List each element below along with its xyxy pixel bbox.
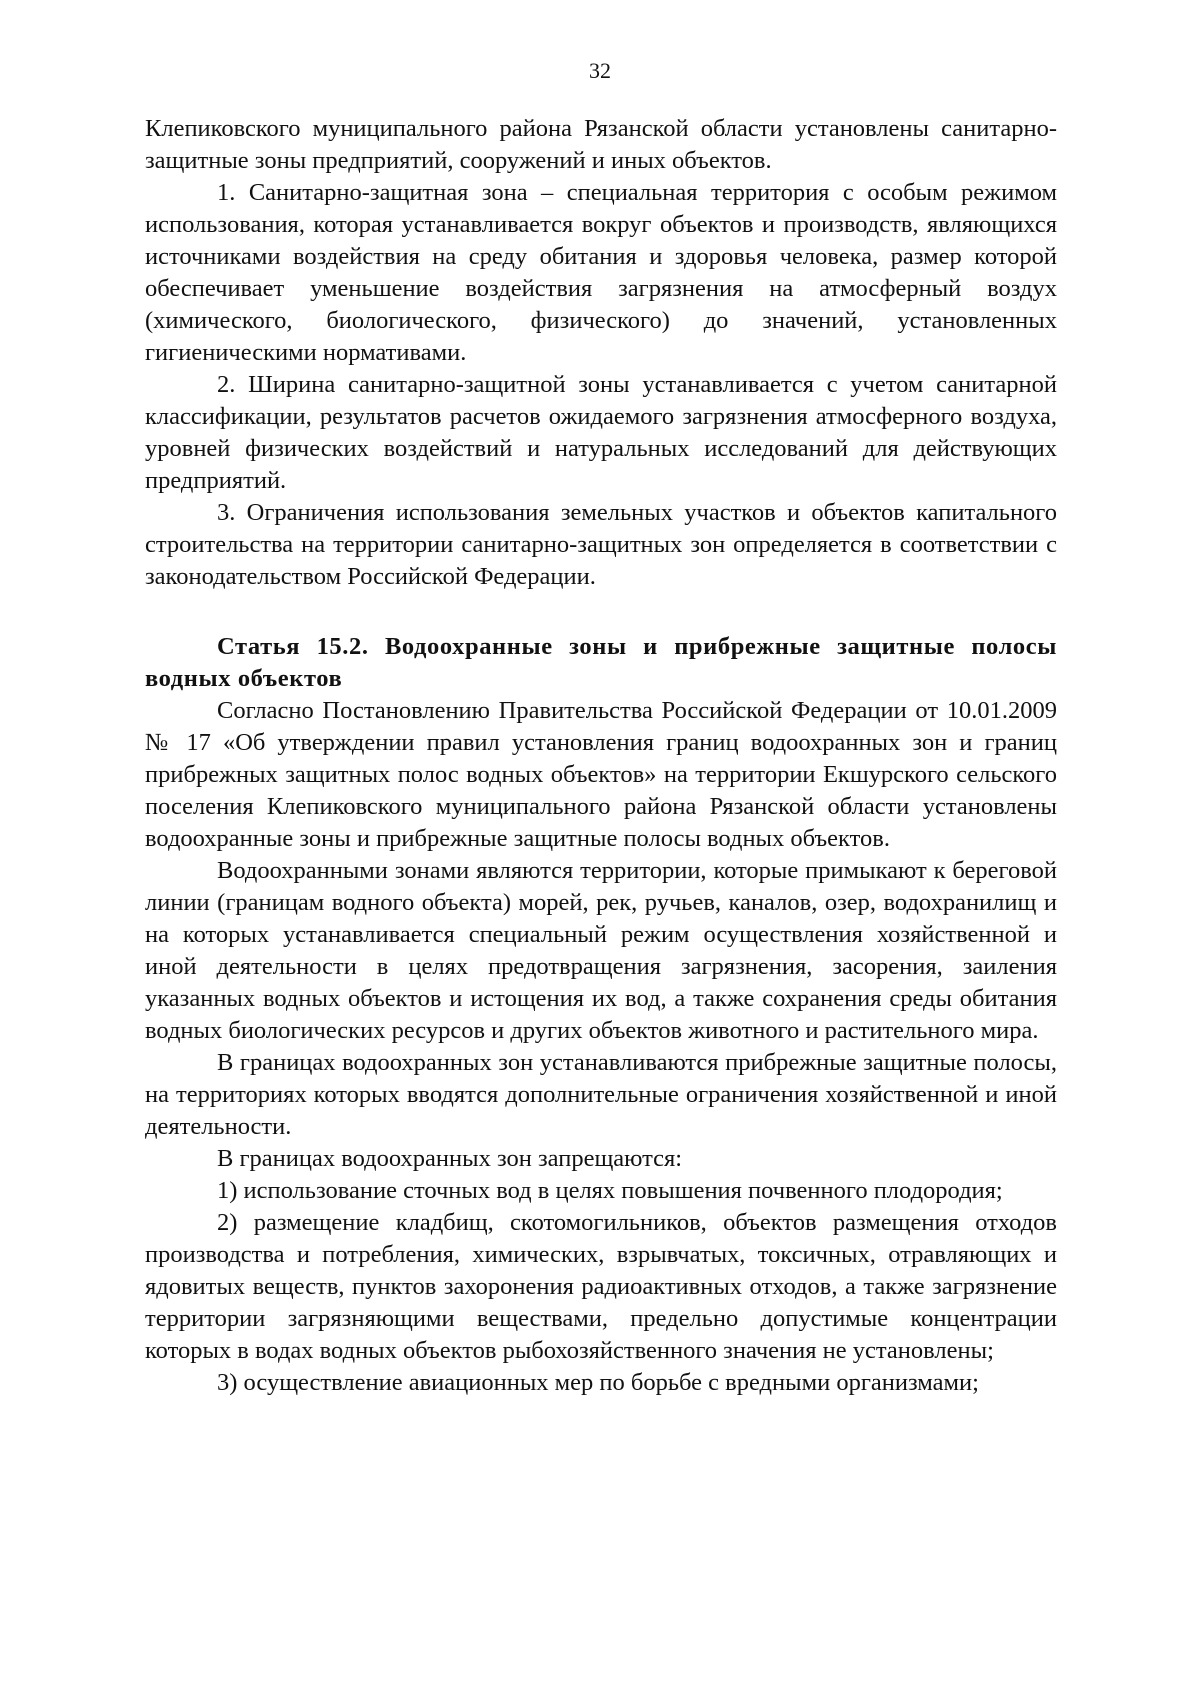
- paragraph-continuation: Клепиковского муниципального района Рязанской области установлены санитарно-защитные зоны предприятий, сооружений и иных объектов.: [145, 115, 1057, 174]
- list-item-2: 2) размещение кладбищ, скотомогильников, объектов размещения отходов производства и потребления, химических, взрывчатых, токсичных, отравляющих и ядовитых веществ, пунктов захоронения радиоактивных отходов, а также загрязнение территории загрязняющими веществами, предельно допустимые концентрации которых в водах водных объектов рыбохозяйственного значения не установлены;: [145, 1209, 1057, 1364]
- document-body: [145, 113, 1057, 1399]
- paragraph-item-1: 1. Санитарно-защитная зона – специальная территория с особым режимом использования, которая устанавливается вокруг объектов и производств, являющихся источниками воздействия на среду обитания и здоровья человека, размер которой обеспечивает уменьшение воздействия загрязнения на атмосферный воздух (химического, биологического, физического) до значений, установленных гигиеническими нормативами.: [145, 179, 1057, 366]
- list-item-3: 3) осуществление авиационных мер по борьбе с вредными организмами;: [217, 1369, 979, 1396]
- paragraph-water-zones-definition: Водоохранными зонами являются территории, которые примыкают к береговой линии (границам водного объекта) морей, рек, ручьев, каналов, озер, водохранилищ и на которых устанавливается специальный режим осуществления хозяйственной и иной деятельности в целях предотвращения загрязнения, засорения, заиления указанных водных объектов и истощения их вод, а также сохранения среды обитания водных биологических ресурсов и других объектов животного и растительного мира.: [145, 857, 1057, 1044]
- paragraph-coastal-strips: В границах водоохранных зон устанавливаются прибрежные защитные полосы, на территориях которых вводятся дополнительные ограничения хозяйственной и иной деятельности.: [145, 1049, 1057, 1140]
- paragraph-item-2: 2. Ширина санитарно-защитной зоны устанавливается с учетом санитарной классификации, результатов расчетов ожидаемого загрязнения атмосферного воздуха, уровней физических воздействий и натуральных исследований для действующих предприятий.: [145, 371, 1057, 494]
- paragraph-item-3: 3. Ограничения использования земельных участков и объектов капитального строительства на территории санитарно-защитных зон определяется в соответствии с законодательством Российской Федерации.: [145, 499, 1057, 590]
- paragraph-decree: Согласно Постановлению Правительства Российской Федерации от 10.01.2009 № 17 «Об утверждении правил установления границ водоохранных зон и границ прибрежных защитных полос водных объектов» на территории Екшурского сельского поселения Клепиковского муниципального района Рязанской области установлены водоохранные зоны и прибрежные защитные полосы водных объектов.: [145, 697, 1057, 852]
- paragraph-prohibitions-intro: В границах водоохранных зон запрещаются:: [217, 1145, 683, 1172]
- list-item-1: 1) использование сточных вод в целях повышения почвенного плодородия;: [217, 1177, 1003, 1204]
- page-number: 32: [589, 58, 611, 83]
- article-heading: Статья 15.2. Водоохранные зоны и прибрежные защитные полосы водных объектов: [145, 633, 1057, 692]
